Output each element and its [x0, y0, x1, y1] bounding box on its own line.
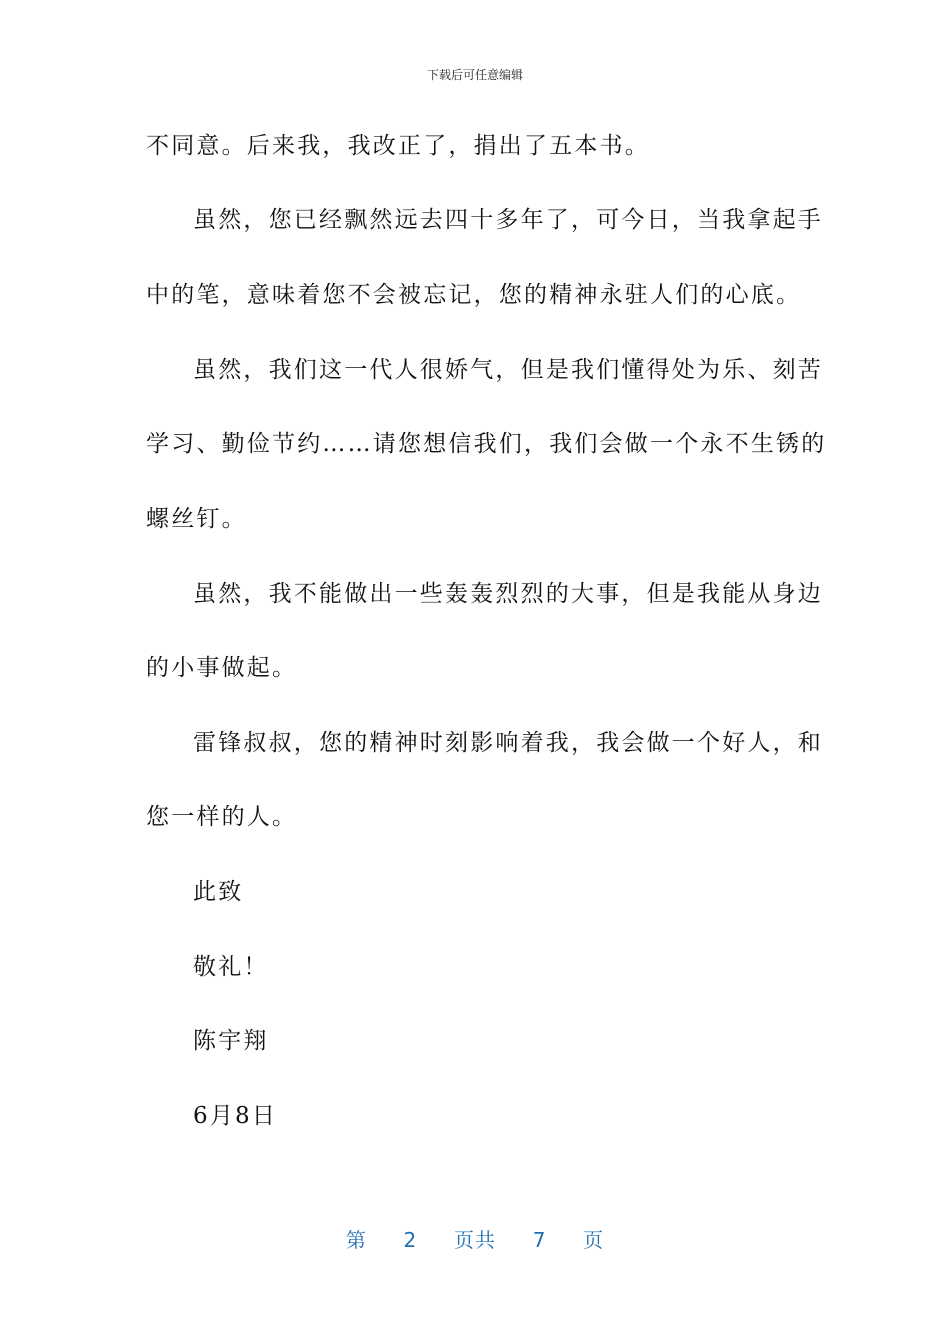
total-pages-number: 7	[532, 1228, 547, 1252]
closing-salutation: 此致	[193, 879, 244, 905]
signature-date: 6月8日	[193, 1103, 278, 1129]
footer-suffix: 页	[583, 1228, 605, 1252]
paragraph-start: 虽然，我不能做出一些轰轰烈烈的大事，但是我能从身边	[193, 581, 823, 607]
text-line: 学习、勤俭节约……请您想信我们，我们会做一个永不生锈的	[146, 431, 827, 457]
closing-regards: 敬礼！	[193, 954, 269, 980]
header-note: 下载后可任意编辑	[426, 68, 523, 82]
footer-prefix: 第	[345, 1228, 367, 1252]
footer-mid: 页共	[454, 1228, 496, 1252]
text-line: 不同意。后来我，我改正了，捐出了五本书。	[146, 133, 650, 159]
signature-name: 陈宇翔	[193, 1028, 269, 1054]
text-line: 中的笔，意味着您不会被忘记，您的精神永驻人们的心底。	[146, 282, 802, 308]
text-line: 的小事做起。	[146, 655, 298, 681]
paragraph-start: 虽然，您已经飘然远去四十多年了，可今日，当我拿起手	[193, 207, 823, 233]
paragraph-start: 雷锋叔叔，您的精神时刻影响着我，我会做一个好人，和	[193, 730, 823, 756]
page-number-footer	[0, 1224, 950, 1253]
current-page-number: 2	[403, 1228, 418, 1252]
paragraph-start: 虽然，我们这一代人很娇气，但是我们懂得处为乐、刻苦	[193, 357, 823, 383]
text-line: 螺丝钉。	[146, 506, 247, 532]
text-line: 您一样的人。	[146, 804, 298, 830]
